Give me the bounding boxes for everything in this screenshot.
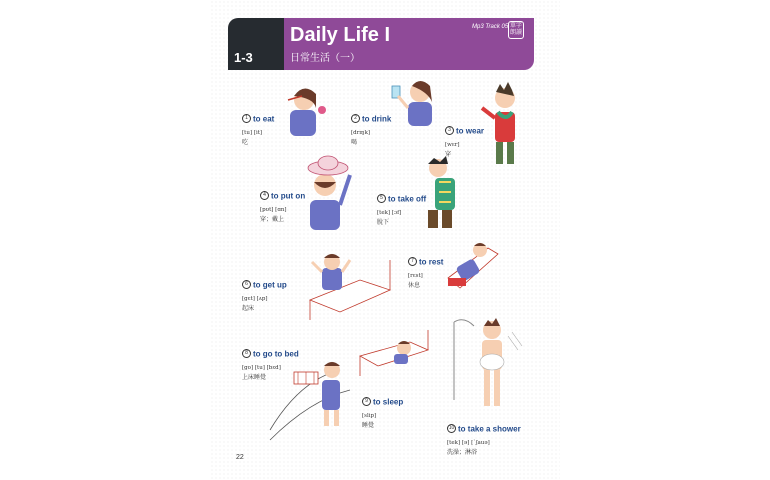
get-up-illustration [310, 254, 390, 320]
page-title: Daily Life I [290, 24, 391, 46]
audio-track-label: Mp3 Track 05 [472, 24, 509, 30]
eating-person-illustration [288, 88, 326, 136]
put-on-hat-illustration [308, 156, 350, 230]
wearing-person-illustration [482, 82, 515, 164]
rest-illustration [448, 243, 498, 288]
unit-number: 1-3 [234, 50, 253, 65]
textbook-page [210, 0, 560, 480]
vocab-entry-1: 1 to eat [tu] [it] 吃 [242, 114, 275, 146]
drinking-person-illustration [392, 81, 432, 126]
vocab-entry-8: 8 to go to bed [go] [tu] [bɛd] 上床睡覺 [242, 349, 299, 381]
page-number: 22 [236, 454, 244, 461]
take-off-clothes-illustration [428, 156, 455, 228]
page-subtitle: 日常生活（一） [290, 53, 360, 64]
vocab-entry-9: 9 to sleep [slip] 睡覺 [362, 397, 404, 429]
vocab-entry-2: 2 to drink [drɪŋk] 喝 [351, 114, 392, 146]
vocab-entry-3: 3 to wear [wɛr] 穿 [445, 126, 485, 158]
shower-illustration [454, 318, 522, 406]
vocab-entry-10: 10 to take a shower [tek] [ə] [ˋʃauə] 洗澡；淋浴 [447, 424, 521, 456]
vocab-entry-5: 5 to take off [tek] [ɔf] 脫下 [377, 194, 427, 226]
sleep-illustration [360, 330, 428, 376]
vocab-entry-4: 4 to put on [pʊt] [ɑn] 穿；戴上 [260, 191, 306, 223]
vocab-entry-6: 6 to get up [gɛt] [ʌp] 起床 [242, 280, 287, 312]
vocab-entry-7: 7 to rest [rɛst] 休息 [408, 257, 444, 289]
audio-badge: 單字 朗讀 [508, 21, 524, 39]
